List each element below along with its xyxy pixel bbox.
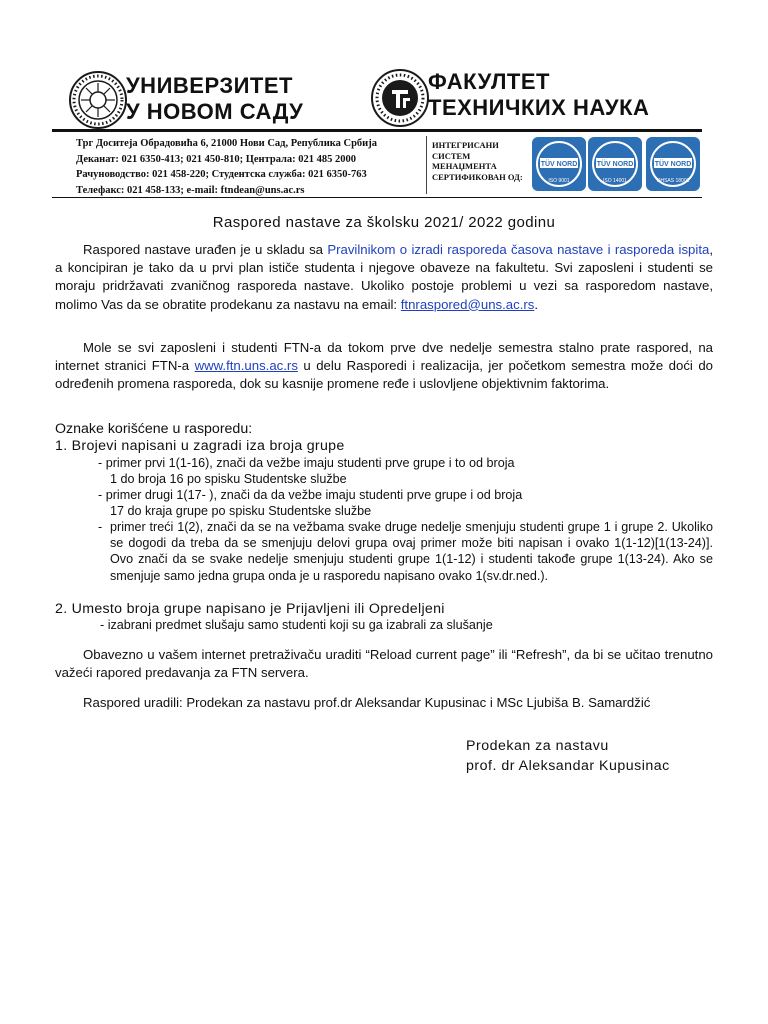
- certification-label: ИНТЕГРИСАНИ СИСТЕМ МЕНАЏМЕНТА СЕРТИФИКОВАН ОД:: [432, 140, 523, 182]
- notice-paragraph: Mole se svi zaposleni i studenti FTN-a da tokom prve dve nedelje semestra stalno prate raspored, na internet stranici FTN-a www.ftn.uns.ac.rs u delu Rasporedi i realizacija, jer početkom semestra može doći do određenih promena rasporeda, dok su kasnije promene ređe i uslovljene objektivnim faktorima.: [55, 340, 713, 392]
- letterhead-divider: [52, 129, 702, 132]
- letterhead: [52, 56, 702, 132]
- address-line: Трг Доситеја Обрадовића 6, 21000 Нови Сад, Република Србија: [76, 138, 377, 149]
- notes-heading: Oznake korišćene u rasporedu:: [55, 421, 253, 437]
- schedule-authors: Raspored uradili: Prodekan za nastavu prof.dr Aleksandar Kupusinac i MSc Ljubiša B. Samardžić: [83, 695, 651, 710]
- phone-line: Деканат: 021 6350-413; 021 450-810; Централа: 021 485 2000: [76, 153, 357, 165]
- schedule-email-link[interactable]: ftnraspored@uns.ac.rs: [400, 296, 535, 312]
- svg-text:ISO 14001: ISO 14001: [603, 178, 627, 184]
- svg-text:TÜV NORD: TÜV NORD: [654, 161, 692, 168]
- phone-line: Рачуноводство: 021 458-220; Студентска служба: 021 6350-763: [76, 169, 367, 180]
- reload-note: Obavezno u vašem internet pretraživaču uraditi “Reload current page” ili “Refresh”, da bi se učitao trenutno važeći rapored predavanja za FTN servera.: [55, 647, 713, 681]
- notes-item-2: 2. Umesto broja grupe napisano je Prijavljeni ili Opredeljeni: [55, 601, 445, 617]
- notes-item-1: 1. Brojevi napisani u zagradi iza broja grupe: [55, 438, 345, 454]
- notes-item-2-detail: - izabrani predmet slušaju samo studenti koji su ga izabrali za slušanje: [100, 618, 493, 632]
- svg-text:OHSAS 18001: OHSAS 18001: [656, 178, 690, 184]
- letterhead-bottom-divider: [52, 197, 702, 198]
- signature-role: Prodekan za nastavu: [466, 738, 609, 754]
- signature-block: [466, 737, 670, 776]
- faculty-name: ФАКУЛТЕТ ТЕХНИЧКИХ НАУКА: [428, 69, 650, 120]
- example-1: - primer prvi 1(1-16), znači da vežbe imaju studenti prve grupe i to od broja 1 do broja 16 po spisku Studentske službe: [98, 456, 515, 487]
- certification-divider: [426, 136, 427, 194]
- signature-name: prof. dr Aleksandar Kupusinac: [466, 757, 670, 774]
- ftn-website-link[interactable]: www.ftn.uns.ac.rs: [194, 358, 298, 374]
- intro-paragraph: Raspored nastave urađen je u skladu sa Pravilnikom o izradi rasporeda časova nastave i rasporeda ispita, a koncipiran je tako da u prvi plan ističe studenta i njegove obaveze na fakultetu. Svi zaposleni i studenti se moraju pridržavati zvaničnog rasporeda nastave. Ukoliko postoje problemi u vezi sa rasporedom nastave, molimo Vas da se obratite prodekanu za nastavu na email: ftnraspored@uns.ac.rs.: [55, 242, 713, 312]
- example-3: - primer treći 1(2), znači da se na vežbama svake druge nedelje smenjuju studenti grupe 1 i grupe 2. Ukoliko se dogodi da treba da se smenjuju delovi grupa ovaj primer može biti napisan i ovako 1(1-12)[1(13-24)]. Ovo znači da se svake nedelje smenjuju studenti grupe 1(1-12) i studenti takođe grupe 1(13-24). Ako se smenjuje samo jedna grupa onda je u rasporedu napisano ovako 1(sv.dr.ned.).: [98, 520, 713, 583]
- fax-email-line: Телефакс: 021 458-133; e-mail: ftndean@uns.ac.rs: [76, 184, 305, 196]
- faculty-seal-icon: [370, 68, 430, 128]
- tuv-ohsas-18001-badge-icon: [645, 136, 701, 192]
- document-title: Raspored nastave za školsku 2021/ 2022 godinu: [212, 214, 556, 231]
- university-name: УНИВЕРЗИТЕТ У НОВОМ САДУ: [126, 73, 304, 124]
- university-seal-icon: [68, 70, 128, 130]
- svg-text:TÜV NORD: TÜV NORD: [596, 161, 634, 168]
- svg-text:ISO 9001: ISO 9001: [548, 178, 570, 184]
- contact-info: [76, 136, 426, 198]
- svg-text:TÜV NORD: TÜV NORD: [540, 161, 578, 168]
- regulations-link[interactable]: Pravilnikom o izradi rasporeda časova nastave i rasporeda ispita: [327, 242, 710, 257]
- tuv-iso-14001-badge-icon: [587, 136, 643, 192]
- tuv-iso-9001-badge-icon: [531, 136, 587, 192]
- example-2: - primer drugi 1(17- ), znači da da vežbe imaju studenti prve grupe i od broja 17 do kraja grupe po spisku Studentske službe: [98, 488, 523, 519]
